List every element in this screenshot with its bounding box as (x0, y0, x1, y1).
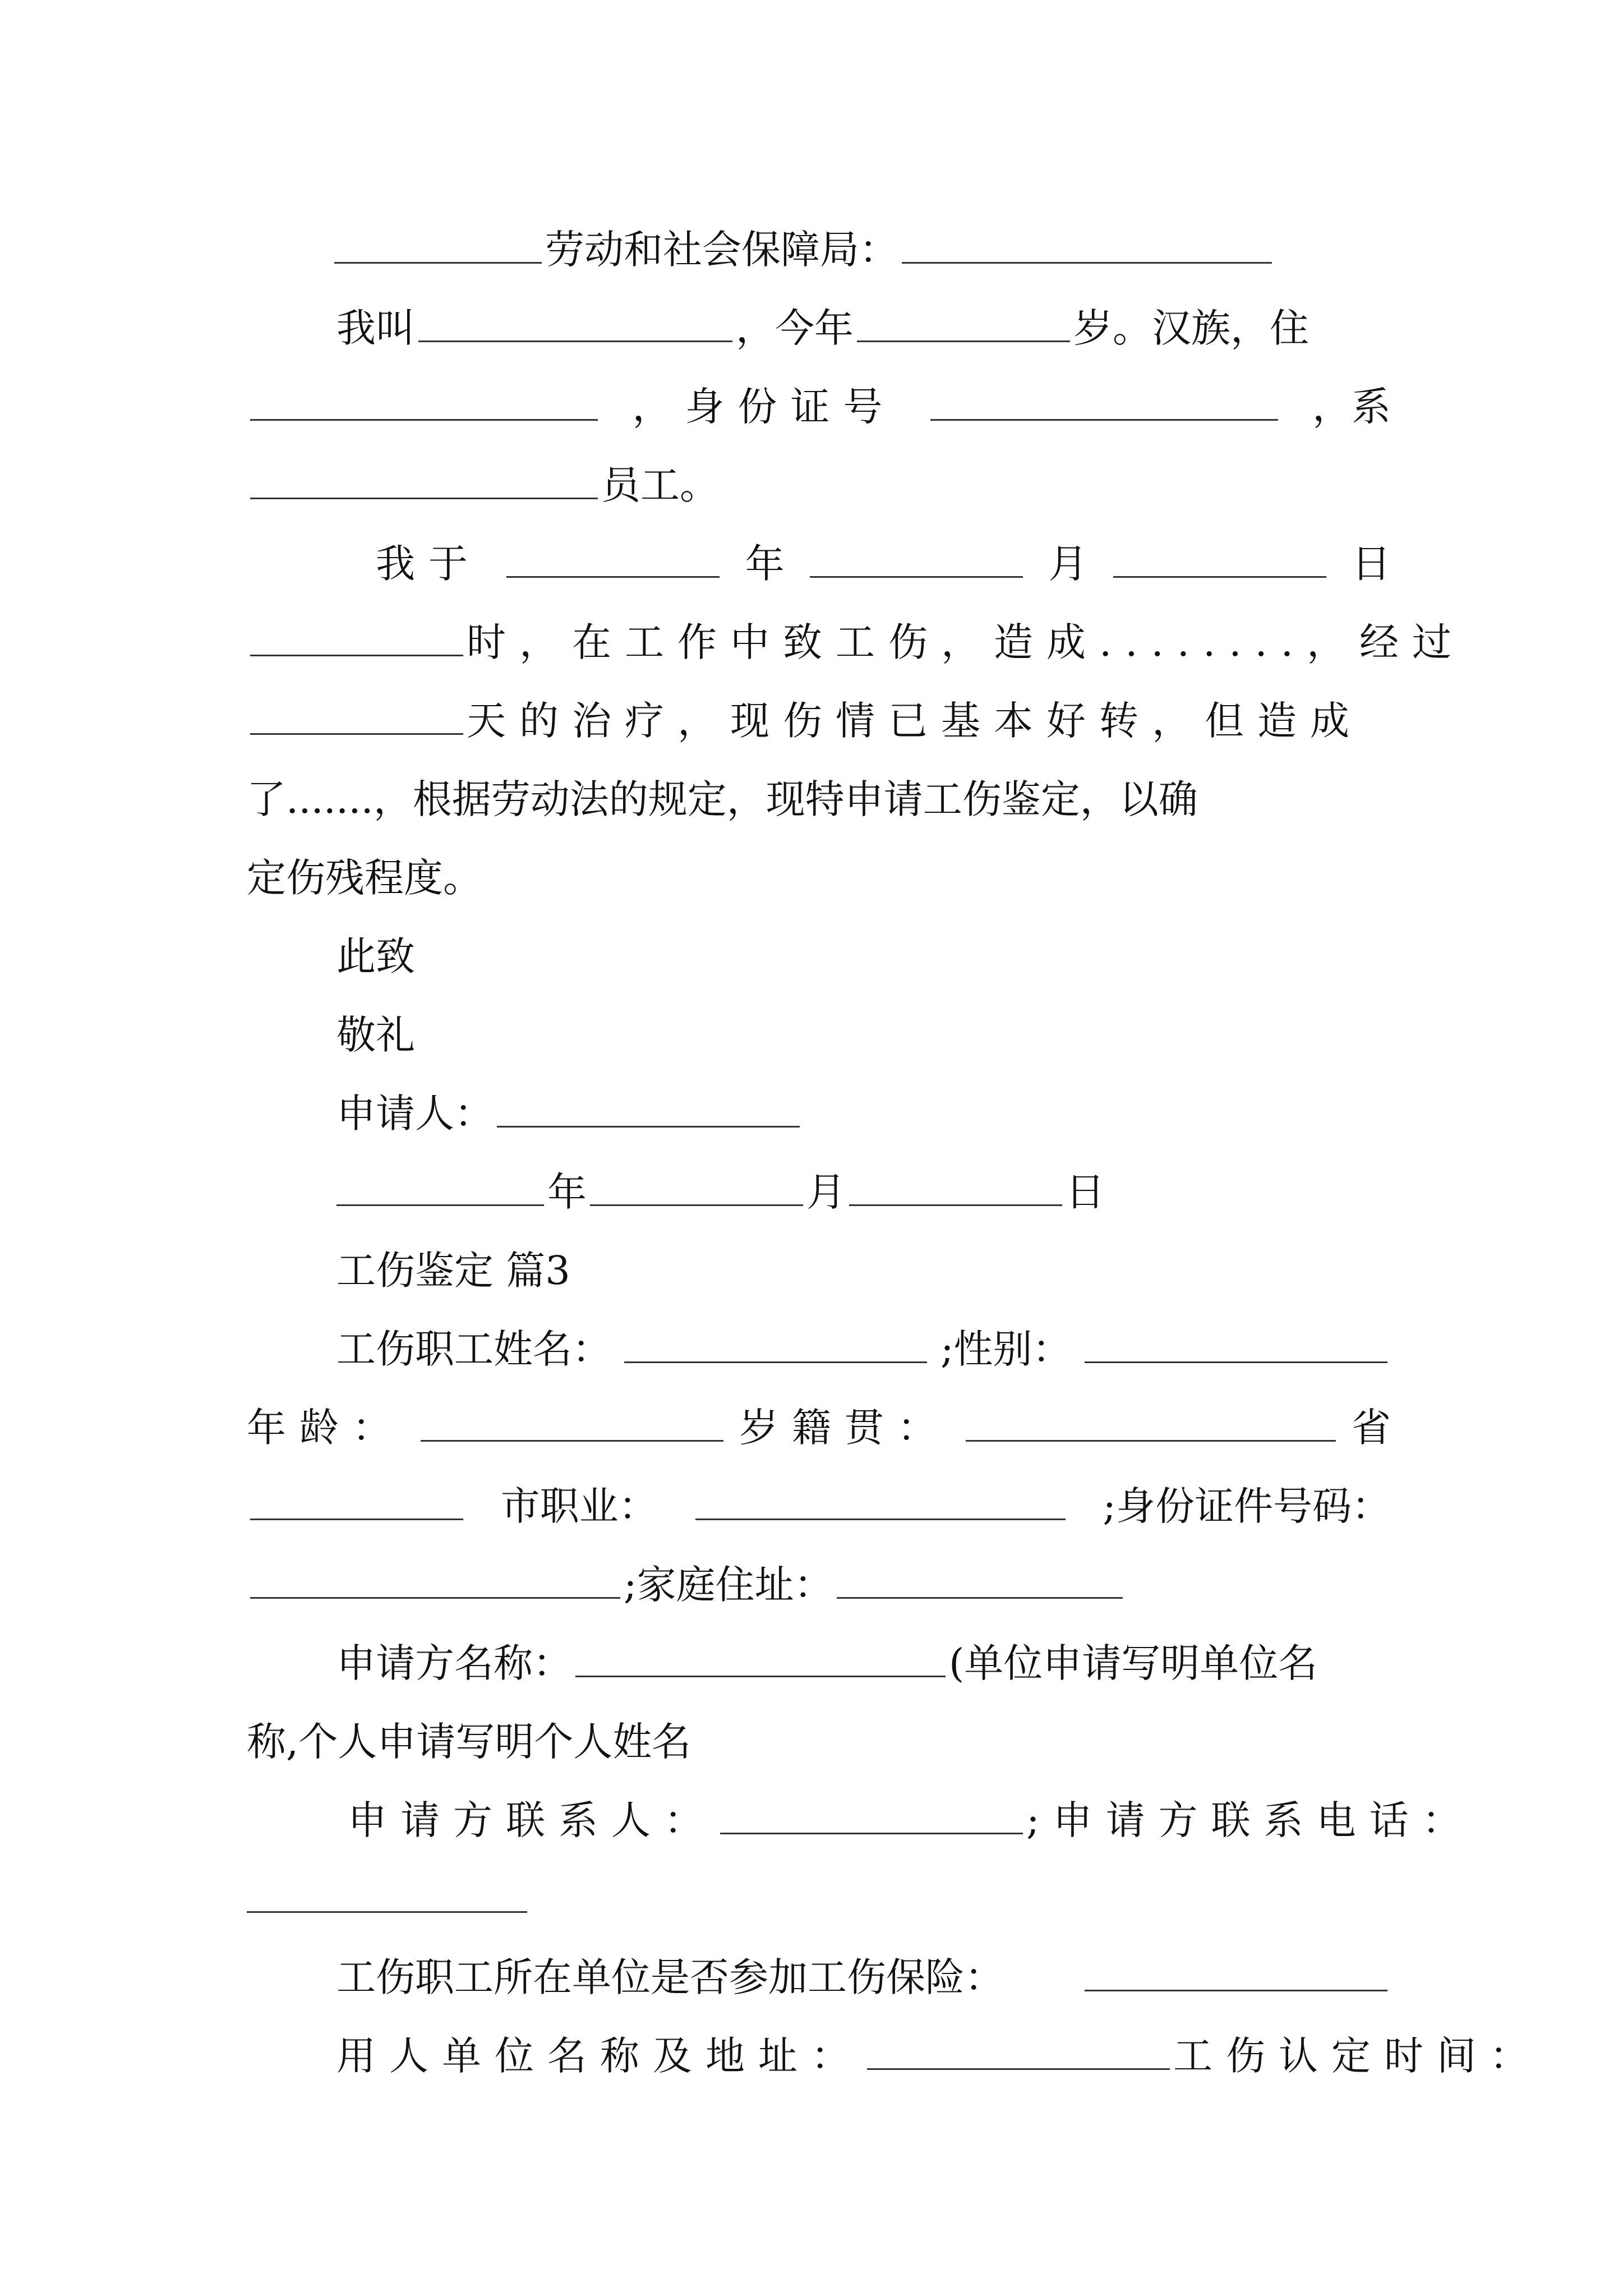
treatment-text: 天的治疗，现伤情已基本好转，但造成 (467, 698, 1363, 744)
blank-injury-hour (250, 655, 463, 656)
injury-year-label: 年 (745, 541, 785, 587)
blank-treatment-days (250, 733, 463, 735)
request-text-end: 定伤残程度。 (247, 855, 482, 901)
blank-addressee (902, 262, 1272, 264)
blank-injury-month (810, 576, 1023, 578)
employer-label: ，系 (1312, 384, 1391, 430)
blank-city (250, 1519, 463, 1520)
injury-day-label: 日 (1351, 541, 1391, 587)
employee-line (247, 438, 1391, 508)
sign-day-label: 日 (1066, 1169, 1105, 1215)
contact-line (348, 1773, 1475, 1843)
blank-bureau-name (334, 262, 542, 264)
blank-applicant (497, 1126, 800, 1128)
treatment-line (247, 673, 1391, 744)
gender-label: ;性别： (940, 1326, 1072, 1372)
request-text: 了.......，根据劳动法的规定，现特申请工伤鉴定，以确 (247, 776, 1198, 822)
blank-sign-day (849, 1204, 1062, 1206)
name-age-line (336, 280, 1391, 351)
home-address-label: ;家庭住址： (624, 1562, 833, 1608)
blank-id-number (930, 419, 1278, 421)
blank-home-address (837, 1597, 1123, 1599)
blank-employer (250, 498, 598, 499)
blank-name (418, 341, 732, 342)
worker-name-gender-line (336, 1301, 1391, 1372)
employer-address-label: 用人单位名称及地址： (336, 2033, 864, 2079)
province-label: 省 (1352, 1405, 1391, 1451)
addressee-text: 劳动和社会保障局： (545, 227, 898, 273)
blank-employer-address (867, 2068, 1170, 2070)
applicant-line (336, 1066, 1391, 1137)
injury-date-line (376, 516, 1391, 587)
employee-text: 员工。 (601, 462, 719, 508)
residence-id-line (247, 359, 1391, 430)
blank-insurance (1085, 1990, 1387, 1991)
blank-gender (1085, 1361, 1387, 1363)
blank-sign-year (336, 1204, 544, 1206)
occupation-label: 市职业： (500, 1483, 658, 1529)
contact-phone-line (247, 1851, 1391, 1918)
employer-address-line (336, 2008, 1542, 2079)
applicant-name-label: 申请方名称： (336, 1640, 572, 1686)
sign-month-label: 月 (806, 1169, 846, 1215)
id-document-label: ;身份证件号码： (1103, 1483, 1391, 1529)
age-label: ，今年 (736, 305, 854, 351)
applicant-name-line (336, 1616, 1391, 1686)
id-address-line (247, 1537, 1391, 1608)
contact-person-label: 申请方联系人： (348, 1797, 717, 1843)
worker-age-label: 年龄： (247, 1405, 405, 1451)
ethnicity-residence-label: 岁。汉族，住 (1073, 305, 1309, 351)
injury-date-label: 我于 (376, 541, 481, 587)
blank-worker-age (421, 1440, 723, 1442)
section-title: 工伤鉴定 篇3 (336, 1248, 570, 1294)
worker-name-label: 工伤职工姓名： (336, 1326, 611, 1372)
applicant-name-note-line (247, 1694, 1391, 1765)
insurance-label: 工伤职工所在单位是否参加工伤保险： (336, 1954, 1004, 2000)
blank-contact-person (720, 1833, 1023, 1834)
blank-injury-year (506, 576, 720, 578)
injury-month-label: 月 (1048, 541, 1088, 587)
applicant-label: 申请人： (336, 1091, 494, 1137)
injury-description-text: 时，在工作中致工伤，造成........，经过 (467, 619, 1465, 665)
blank-applicant-name (575, 1676, 946, 1677)
section-title-line (336, 1223, 1391, 1294)
blank-id-document (250, 1597, 620, 1599)
closing-line-1 (336, 909, 1391, 979)
sign-year-label: 年 (547, 1169, 587, 1215)
blank-occupation (695, 1519, 1066, 1520)
insurance-line (336, 1930, 1391, 2000)
closing-cizhi: 此致 (336, 933, 415, 979)
blank-age (857, 341, 1070, 342)
blank-contact-phone (247, 1911, 527, 1913)
native-place-label: 岁籍贯： (739, 1405, 950, 1451)
name-label: 我叫 (336, 305, 415, 351)
age-origin-line (247, 1380, 1391, 1451)
blank-injury-day (1113, 576, 1326, 578)
recognition-time-label: 工伤认定时间： (1173, 2033, 1542, 2079)
blank-worker-name (624, 1361, 927, 1363)
request-line (247, 752, 1391, 822)
closing-jingli: 敬礼 (336, 1012, 415, 1058)
blank-sign-month (590, 1204, 803, 1206)
id-number-label: ，身份证号 (632, 384, 896, 430)
contact-phone-label: ;申请方联系电话： (1026, 1797, 1475, 1843)
signature-date-line (336, 1144, 1391, 1215)
blank-residence (250, 419, 598, 421)
applicant-name-note: (单位申请写明单位名 (949, 1640, 1318, 1686)
city-job-id-line (247, 1458, 1391, 1529)
closing-line-2 (336, 987, 1391, 1058)
addressee-line (247, 202, 1391, 273)
applicant-name-note-end: 称,个人申请写明个人姓名 (247, 1719, 691, 1765)
request-line-end (247, 830, 1391, 901)
injury-time-line (247, 595, 1465, 665)
blank-province (966, 1440, 1336, 1442)
